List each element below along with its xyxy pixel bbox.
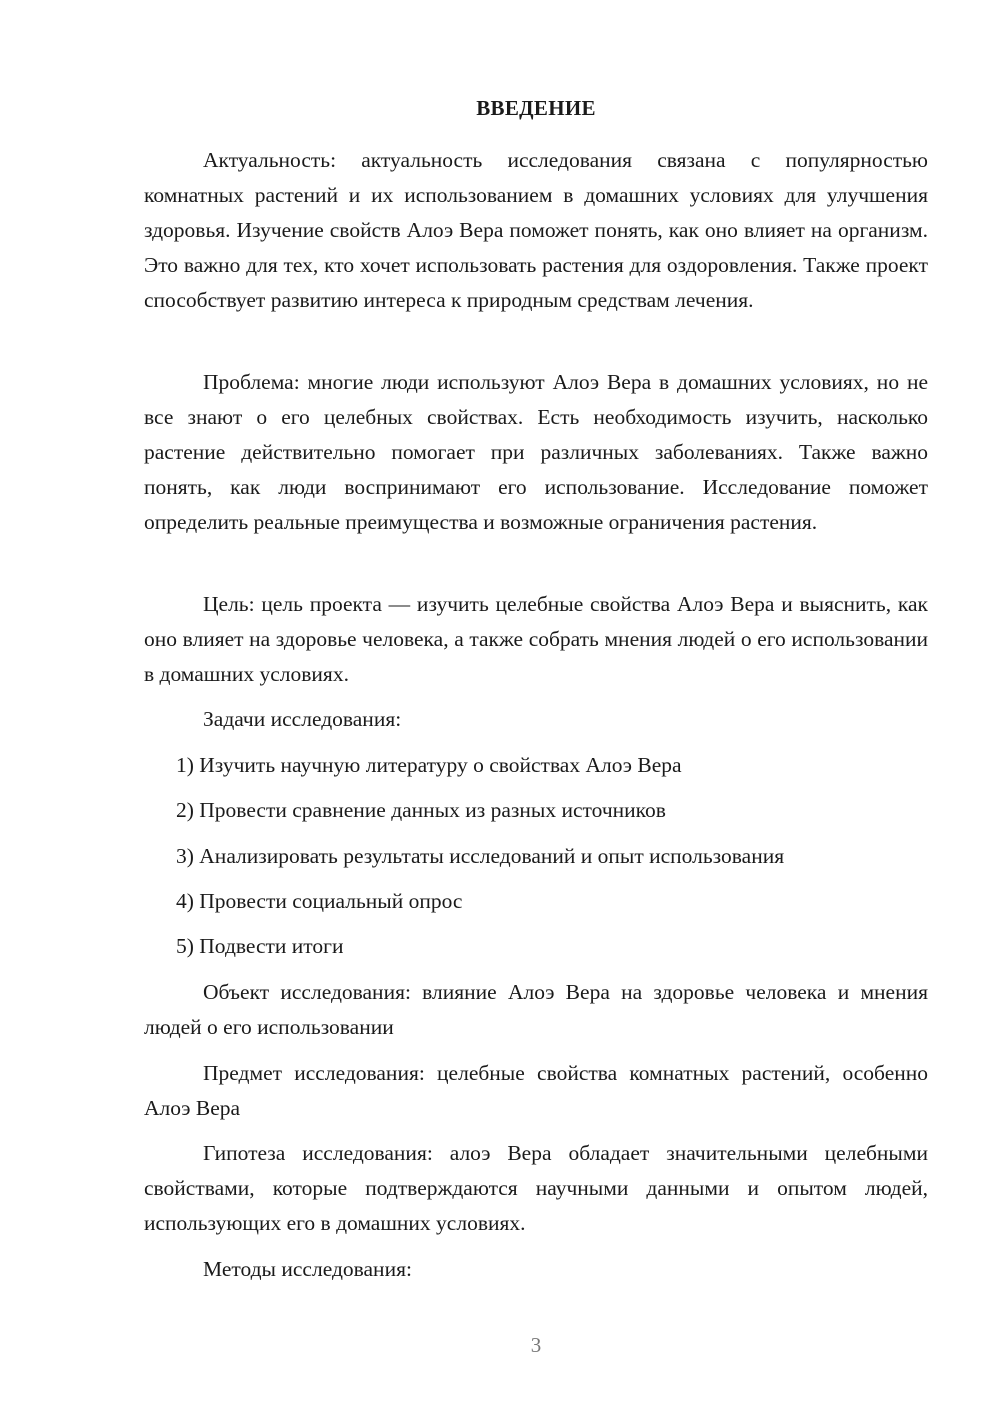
page-number: 3 <box>530 1333 542 1357</box>
list-item: 4) Провести социальный опрос <box>176 889 463 913</box>
paragraph-problem: Проблема: многие люди используют Алоэ Вера в домашних условиях, но не все знают о его целебных свойствах. Есть необходимость изучить, насколько растение действительно помогает при различных заболеваниях. Также важно понять, как люди воспринимают его использование. Исследование поможет определить реальные преимущества и возможные ограничения растения. <box>144 370 928 534</box>
page-title: ВВЕДЕНИЕ <box>476 96 596 120</box>
list-item: 3) Анализировать результаты исследований и опыт использования <box>176 844 785 868</box>
paragraph-goal: Цель: цель проекта — изучить целебные свойства Алоэ Вера и выяснить, как оно влияет на здоровье человека, а также собрать мнения людей о его использовании в домашних условиях. <box>144 592 928 686</box>
list-item: 2) Провести сравнение данных из разных источников <box>176 798 666 822</box>
paragraph-hypothesis: Гипотеза исследования: алоэ Вера обладает значительными целебными свойствами, которые подтверждаются научными данными и опытом людей, использующих его в домашних условиях. <box>144 1141 928 1235</box>
methods-title: Методы исследования: <box>203 1257 412 1281</box>
list-item: 1) Изучить научную литературу о свойствах Алоэ Вера <box>176 753 682 777</box>
paragraph-relevance: Актуальность: актуальность исследования связана с популярностью комнатных растений и их использованием в домашних условиях для улучшения здоровья. Изучение свойств Алоэ Вера поможет понять, как оно влияет на организм. Это важно для тех, кто хочет использовать растения для оздоровления. Также проект способствует развитию интереса к природным средствам лечения. <box>144 148 928 312</box>
paragraph-subject: Предмет исследования: целебные свойства комнатных растений, особенно Алоэ Вера <box>144 1061 928 1120</box>
tasks-title: Задачи исследования: <box>203 707 402 731</box>
paragraph-object: Объект исследования: влияние Алоэ Вера на здоровье человека и мнения людей о его использовании <box>144 980 928 1039</box>
list-item: 5) Подвести итоги <box>176 934 344 958</box>
